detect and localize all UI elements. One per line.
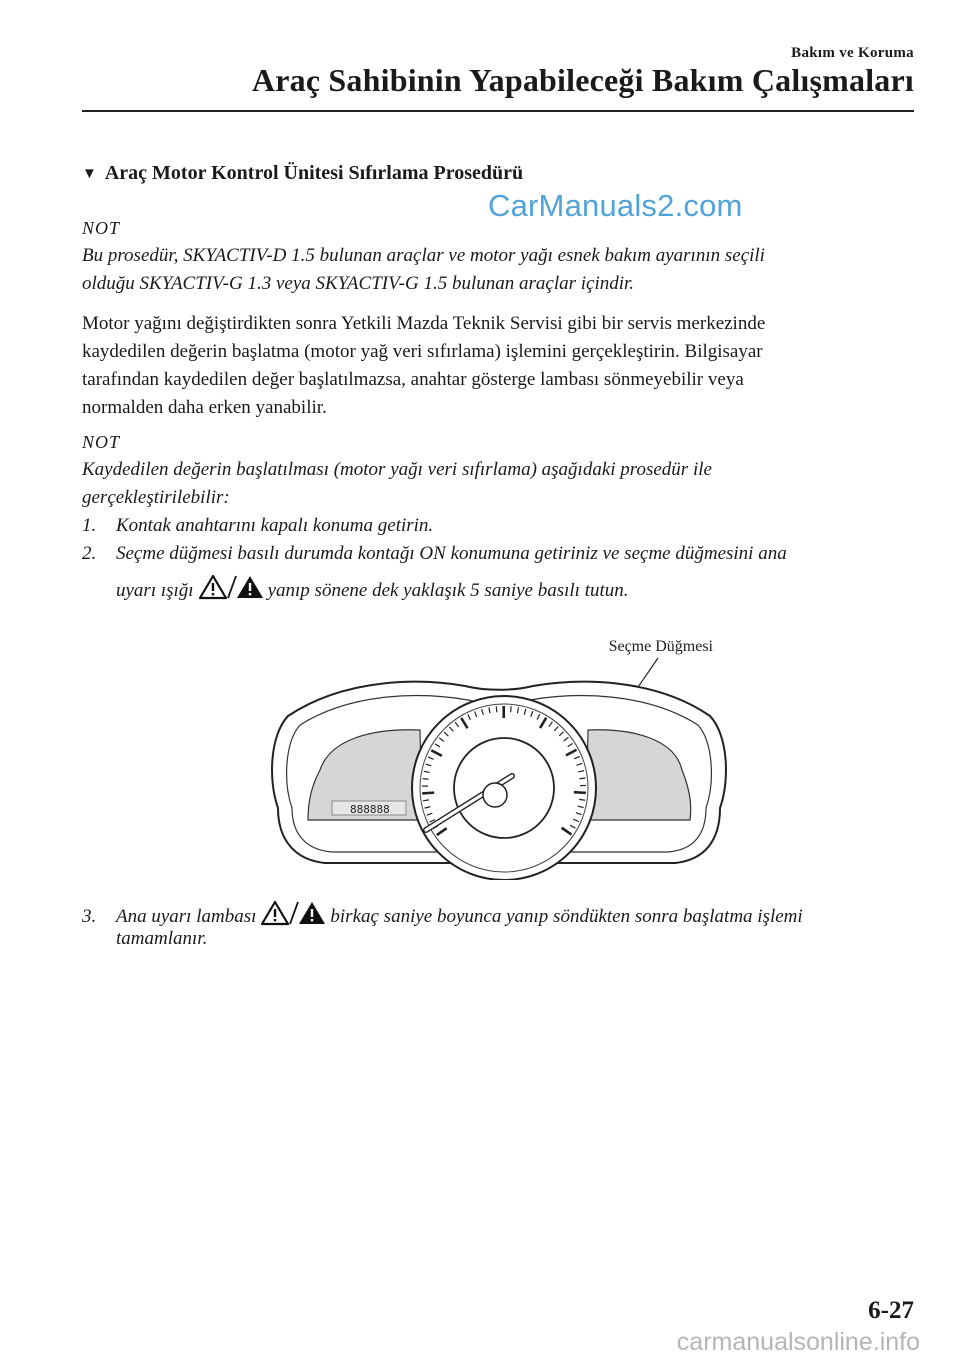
step-1 [82, 512, 433, 540]
step-number: 1. [82, 515, 97, 536]
step-text: uyarı ışığı [116, 580, 194, 601]
note-1-line: olduğu SKYACTIV-G 1.3 veya SKYACTIV-G 1.5 bulunan araçlar içindir. [82, 273, 635, 294]
step-text: yanıp sönene dek yaklaşık 5 saniye basılı tutun. [267, 580, 629, 601]
needle-hub [483, 783, 507, 807]
note-label-2: NOT [82, 432, 121, 452]
body-line: normalden daha erken yanabilir. [82, 397, 327, 418]
note-label-1: NOT [82, 218, 121, 238]
section-heading-text: Araç Motor Kontrol Ünitesi Sıfırlama Prosedürü [104, 162, 524, 184]
watermark: CarManuals2.com [488, 188, 743, 223]
step-text: Ana uyarı lambası [116, 906, 257, 927]
step-text: Kontak anahtarını kapalı konuma getirin. [116, 515, 434, 536]
note-2-line: Kaydedilen değerin başlatılması (motor yağı veri sıfırlama) aşağıdaki prosedür ile [82, 459, 712, 480]
title-rule [82, 110, 914, 112]
note-2-intro [82, 456, 917, 512]
instrument-cluster-figure [250, 630, 750, 880]
tachometer-tick [422, 793, 434, 794]
tachometer-tick [574, 792, 586, 793]
note-1-line: Bu prosedür, SKYACTIV-D 1.5 bulunan araçlar ve motor yağı esnek bakım ayarının seçili [82, 245, 765, 266]
tachometer-tick [423, 779, 429, 780]
note-1-text [82, 242, 917, 298]
tachometer-tick [511, 706, 512, 712]
note-2-line: gerçekleştirilebilir: [82, 487, 230, 508]
footer-watermark: carmanualsonline.info [676, 1328, 920, 1356]
tachometer-tick [579, 778, 585, 779]
step-text: birkaç saniye boyunca yanıp söndükten sonra başlatma işlemi [330, 906, 803, 927]
tachometer-tick [496, 706, 497, 712]
callout-label: Seçme Düğmesi [608, 638, 713, 655]
body-line: kaydedilen değerin başlatma (motor yağ veri sıfırlama) işlemini gerçekleştirin. Bilgisayar [82, 341, 763, 362]
triangle-bullet-icon: ▼ [82, 166, 97, 182]
master-warning-icon [260, 900, 326, 935]
step-2 [82, 540, 787, 568]
master-warning-icon [198, 574, 264, 606]
step-text: Seçme düğmesi basılı durumda kontağı ON konumuna getiriniz ve seçme düğmesini ana [116, 543, 787, 564]
step-number: 3. [82, 906, 97, 927]
page-title: Araç Sahibinin Yapabileceği Bakım Çalışmaları [251, 62, 914, 98]
step-number: 2. [82, 543, 97, 564]
body-paragraph [82, 310, 917, 422]
page-number: 6-27 [868, 1297, 914, 1324]
step-3-continuation: tamamlanır. [116, 928, 208, 949]
body-line: tarafından kaydedilen değer başlatılmazsa, anahtar gösterge lambası sönmeyebilir veya [82, 369, 744, 390]
body-line: Motor yağını değiştirdikten sonra Yetkili Mazda Teknik Servisi gibi bir servis merkezinde [82, 313, 766, 334]
odometer-digits: 888888 [350, 803, 390, 816]
step-2-continuation [116, 574, 629, 606]
section-heading [82, 162, 523, 185]
section-label: Bakım ve Koruma [791, 45, 914, 61]
